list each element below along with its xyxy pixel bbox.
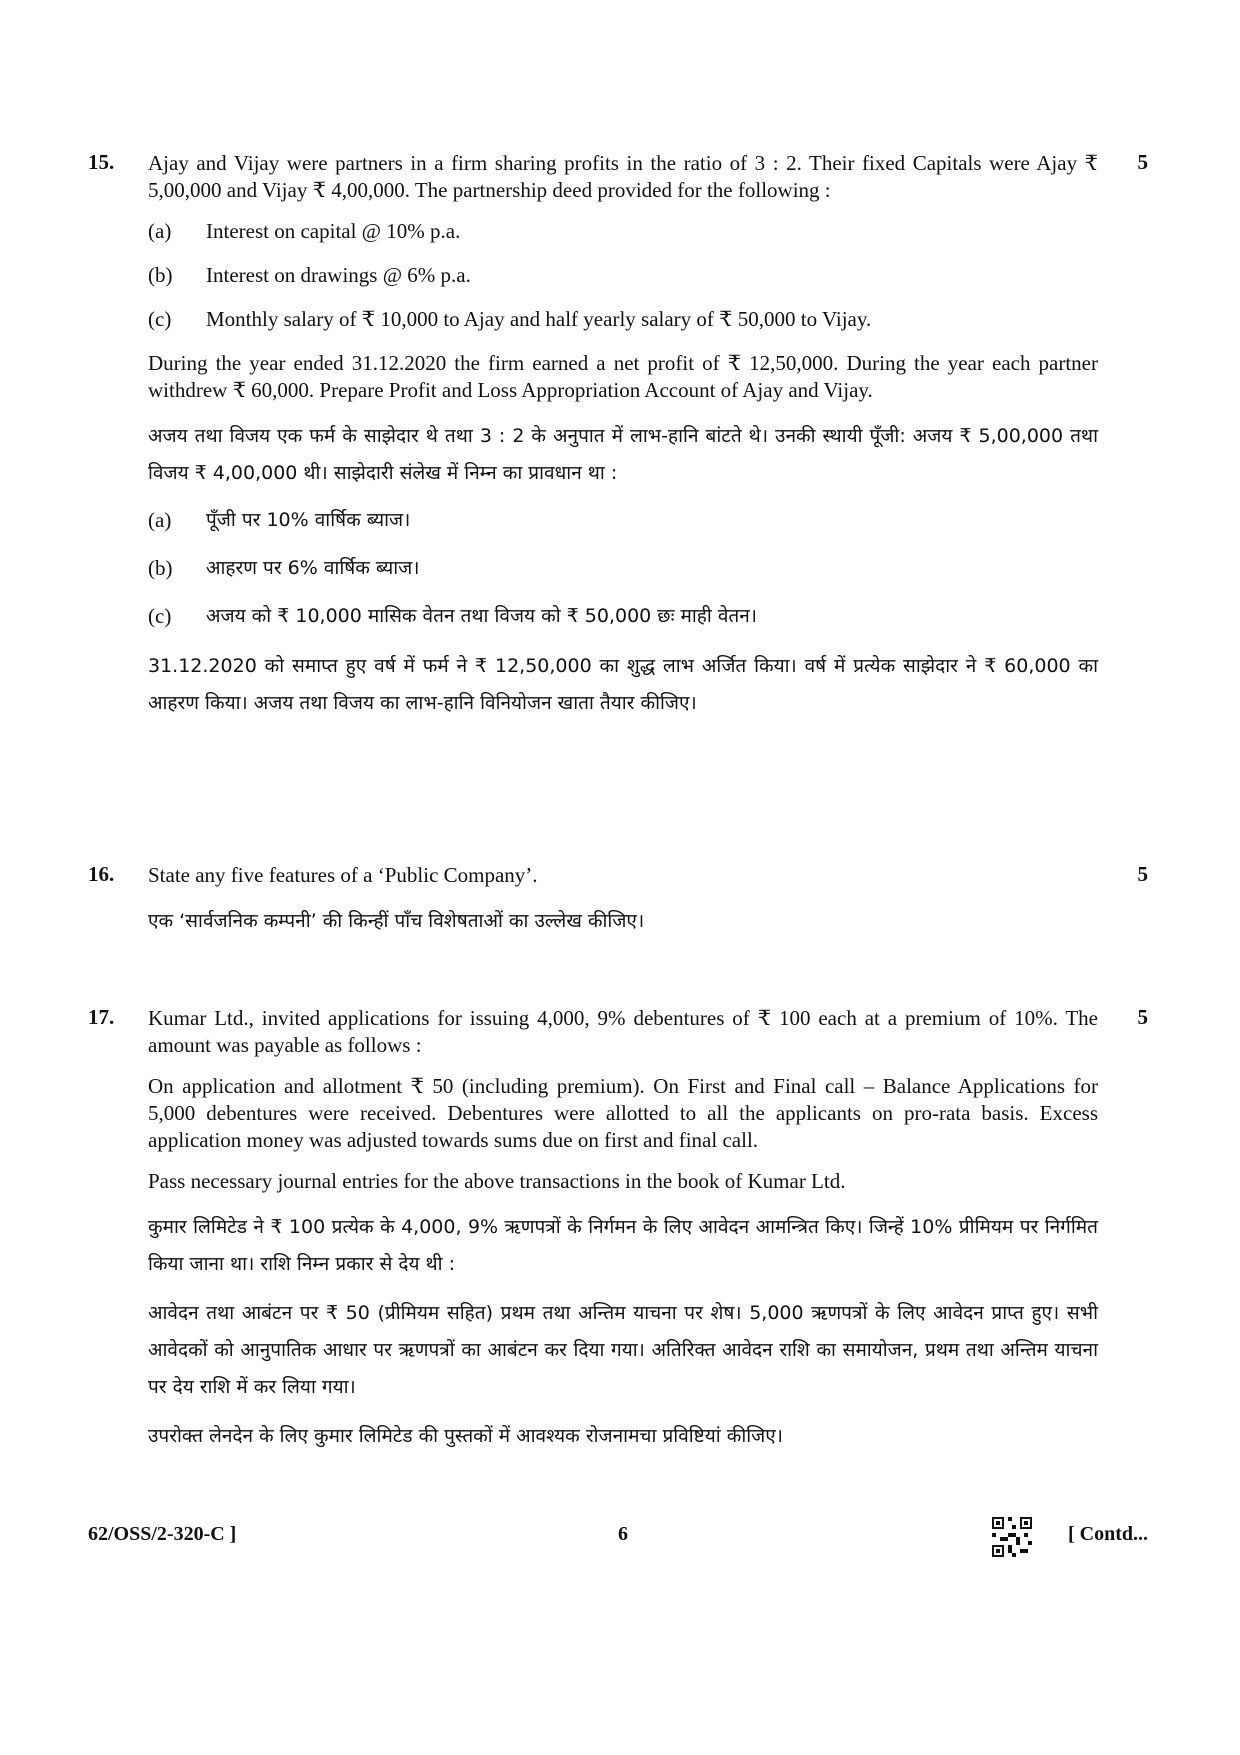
item-text: Interest on drawings @ 6% p.a. (206, 263, 471, 287)
question-text-hi: कुमार लिमिटेड ने ₹ 100 प्रत्येक के 4,000, 9% ऋणपत्रों के निर्गमन के लिए आवेदन आमन्त्रित किए। जिन्हें 10% प्रीमियम पर निर्गमित किया जाना था। राशि निम्न प्रकार से देय थी : (148, 1216, 1098, 1275)
page-number: 6 (618, 1523, 628, 1545)
list-item (148, 262, 1098, 289)
question-number: 16. (88, 862, 115, 886)
page-footer (88, 1523, 1148, 1563)
item-text: Monthly salary of ₹ 10,000 to Ajay and half yearly salary of ₹ 50,000 to Vijay. (206, 307, 872, 331)
item-label: (a) (148, 508, 172, 532)
question-body (148, 150, 1098, 734)
question-marks: 5 (1137, 862, 1148, 886)
question-text-en-2: During the year ended 31.12.2020 the firm earned a net profit of ₹ 12,50,000. During the year each partner withdrew ₹ 60,000. Prepare Profit and Loss Appropriation Account of Ajay and Vijay. (148, 351, 1098, 402)
list-item (148, 306, 1098, 333)
question-text-hi: एक ‘सार्वजनिक कम्पनी’ की किन्हीं पाँच विशेषताओं का उल्लेख कीजिए। (148, 910, 645, 932)
question-text-hi-2: आवेदन तथा आबंटन पर ₹ 50 (प्रीमियम सहित) प्रथम तथा अन्तिम याचना पर शेष। 5,000 ऋणपत्रों के लिए आवेदन प्राप्त हुए। सभी आवेदकों को आनुपातिक आधार पर ऋणपत्रों का आबंटन कर दिया गया। अतिरिक्त आवेदन राशि का समायोजन, प्रथम तथा अन्तिम याचना पर देय राशि में कर लिया गया। (148, 1302, 1098, 1398)
question-text-hi: अजय तथा विजय एक फर्म के साझेदार थे तथा 3 : 2 के अनुपात में लाभ-हानि बांटते थे। उनकी स्थायी पूँजी: अजय ₹ 5,00,000 तथा विजय ₹ 4,00,000 थी। साझेदारी संलेख में निम्न का प्रावधान था : (148, 425, 1098, 484)
item-label: (a) (148, 219, 172, 243)
list-item (148, 504, 1098, 537)
question-marks: 5 (1137, 150, 1148, 174)
question-body (148, 1005, 1098, 1467)
question-body (148, 862, 1098, 952)
item-text: पूँजी पर 10% वार्षिक ब्याज। (206, 509, 411, 531)
continued-label: [ Contd... (1067, 1523, 1148, 1545)
item-label: (c) (148, 604, 172, 628)
list-item (148, 600, 1098, 633)
question-text-hi-2: 31.12.2020 को समाप्त हुए वर्ष में फर्म ने ₹ 12,50,000 का शुद्ध लाभ अर्जित किया। वर्ष में प्रत्येक साझेदार ने ₹ 60,000 का आहरण किया। अजय तथा विजय का लाभ-हानि विनियोजन खाता तैयार कीजिए। (148, 655, 1098, 714)
item-text: आहरण पर 6% वार्षिक ब्याज। (206, 557, 420, 579)
item-label: (b) (148, 263, 173, 287)
paper-code: 62/OSS/2-320-C ] (88, 1523, 237, 1545)
question-text-en: Kumar Ltd., invited applications for issuing 4,000, 9% debentures of ₹ 100 each at a premium of 10%. The amount was payable as follows : (148, 1006, 1098, 1057)
qr-code-icon (992, 1517, 1032, 1557)
question-text-en-3: Pass necessary journal entries for the above transactions in the book of Kumar Ltd. (148, 1169, 846, 1193)
list-item (148, 552, 1098, 585)
item-text: Interest on capital @ 10% p.a. (206, 219, 461, 243)
question-text-hi-3: उपरोक्त लेनदेन के लिए कुमार लिमिटेड की पुस्तकों में आवश्यक रोजनामचा प्रविष्टियां कीजिए। (148, 1425, 783, 1447)
item-label: (b) (148, 556, 173, 580)
list-item (148, 218, 1098, 245)
item-label: (c) (148, 307, 172, 331)
question-text-en: Ajay and Vijay were partners in a firm sharing profits in the ratio of 3 : 2. Their fixed Capitals were Ajay ₹ 5,00,000 and Vijay ₹ 4,00,000. The partnership deed provided for the following : (148, 151, 1098, 202)
question-number: 15. (88, 150, 115, 174)
question-text-en: State any five features of a ‘Public Company’. (148, 863, 538, 887)
item-text: अजय को ₹ 10,000 मासिक वेतन तथा विजय को ₹ 50,000 छः माही वेतन। (206, 605, 757, 627)
question-text-en-2: On application and allotment ₹ 50 (including premium). On First and Final call – Balance Applications for 5,000 debentures were received. Debentures were allotted to all the applicants on pro-rata basis. Excess application money was adjusted towards sums due on first and final call. (148, 1074, 1098, 1152)
question-number: 17. (88, 1005, 115, 1029)
question-marks: 5 (1137, 1005, 1148, 1029)
